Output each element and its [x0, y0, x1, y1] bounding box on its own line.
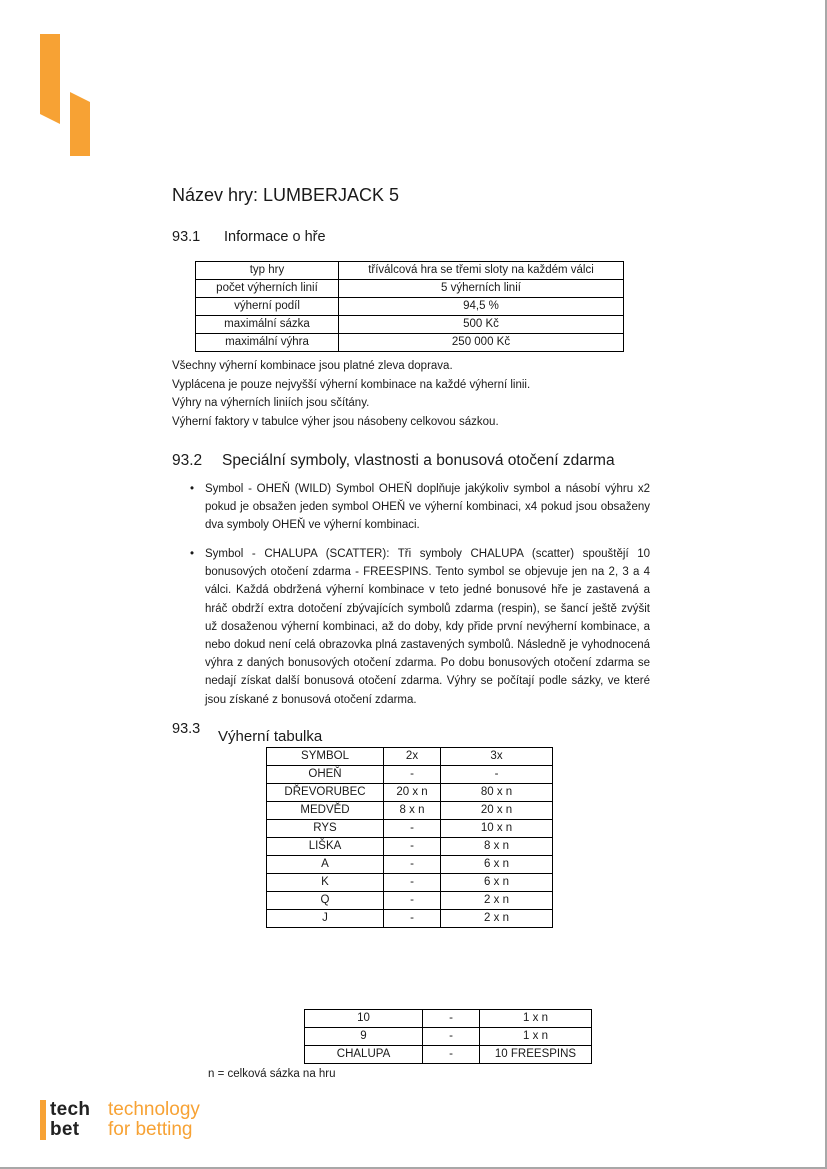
list-item [190, 545, 650, 709]
bullet-icon: • [190, 548, 195, 560]
symbol-cell: A [267, 856, 384, 874]
column-header: 2x [384, 748, 441, 766]
info-label: maximální sázka [196, 316, 339, 334]
payout-3x-cell: 10 x n [441, 820, 553, 838]
payout-3x-cell: 20 x n [441, 802, 553, 820]
payout-2x-cell: - [384, 856, 441, 874]
rules-notes [172, 357, 530, 431]
table-row [196, 280, 624, 298]
symbol-cell: J [267, 910, 384, 928]
payout-2x-cell: - [384, 766, 441, 784]
payout-2x-cell: - [423, 1028, 480, 1046]
payout-3x-cell: 6 x n [441, 856, 553, 874]
brand-tagline-1: technology [108, 1099, 200, 1120]
section-heading-93-2 [172, 452, 615, 470]
brand-word-tech: tech [50, 1099, 91, 1120]
payout-3x-cell: 1 x n [480, 1028, 592, 1046]
info-value: tříválcová hra se třemi sloty na každém válci [339, 262, 624, 280]
table-row [196, 334, 624, 352]
column-header: SYMBOL [267, 748, 384, 766]
section-title: Speciální symboly, vlastnosti a bonusová otočení zdarma [222, 452, 615, 469]
paytable-footnote: n = celková sázka na hru [208, 1068, 336, 1080]
section-number: 93.2 [172, 452, 203, 469]
section-title-93-3: Výherní tabulka [218, 728, 323, 745]
payout-2x-cell: - [423, 1046, 480, 1064]
info-value: 250 000 Kč [339, 334, 624, 352]
table-row [267, 838, 553, 856]
table-row [196, 262, 624, 280]
symbol-cell: K [267, 874, 384, 892]
section-title: Informace o hře [224, 229, 326, 245]
table-row [267, 910, 553, 928]
payout-3x-cell: 2 x n [441, 892, 553, 910]
info-value: 94,5 % [339, 298, 624, 316]
bullet-scatter [190, 545, 650, 709]
table-row [267, 856, 553, 874]
payout-3x-cell: - [441, 766, 553, 784]
table-row [196, 298, 624, 316]
game-info-table [195, 261, 624, 352]
payout-2x-cell: 20 x n [384, 784, 441, 802]
brand-bar-icon [40, 1100, 46, 1140]
table-row [267, 820, 553, 838]
info-value: 5 výherních linií [339, 280, 624, 298]
symbol-cell: RYS [267, 820, 384, 838]
table-row [196, 316, 624, 334]
payout-3x-cell: 1 x n [480, 1010, 592, 1028]
symbol-cell: DŘEVORUBEC [267, 784, 384, 802]
payout-2x-cell: - [384, 820, 441, 838]
symbol-cell: 9 [305, 1028, 423, 1046]
info-label: výherní podíl [196, 298, 339, 316]
table-header-row [267, 748, 553, 766]
payout-3x-cell: 6 x n [441, 874, 553, 892]
list-item [190, 480, 650, 535]
bullet-text: Symbol - CHALUPA (SCATTER): Tři symboly CHALUPA (scatter) spouštějí 10 bonusových otočení zdarma - FREESPINS. Tento symbol se objevuje jen na 2, 3 a 4 válci. Každá obdržená výherní kombinace v teto jedné bonusové hře je zastavená a hráč obdrží extra dotočení zbývajících symbolů zdarma (respin), se šancí ještě zvýšit už dosaženou výherní kombinaci, až do doby, kdy přide první nevýherní kombinace, a nebo dokud není celá obrazovka plná zastavených symbolů. Následně je vyhodnocená výhra z daných bonusových otočení zdarma. Po dobu bonusových otočení zdarma se nedají získat další bonusová otočení zdarma. Výhry se počítají podle sázky, ve které jsou získané z bonusová otočení zdarma. [205, 548, 650, 706]
note-line: Vyplácena je pouze nejvyšší výherní kombinace na každé výherní linii. [172, 378, 531, 391]
techbet-mark-icon [40, 34, 92, 156]
section-number-93-3: 93.3 [172, 721, 201, 737]
payout-2x-cell: - [384, 910, 441, 928]
symbol-cell: 10 [305, 1010, 423, 1028]
paytable [266, 747, 553, 928]
bullet-wild [190, 480, 650, 535]
table-row [267, 874, 553, 892]
payout-2x-cell: - [384, 892, 441, 910]
info-value: 500 Kč [339, 316, 624, 334]
section-heading-93-1 [172, 229, 326, 245]
payout-3x-cell: 8 x n [441, 838, 553, 856]
table-row [305, 1046, 592, 1064]
symbol-cell: LIŠKA [267, 838, 384, 856]
bullet-icon: • [190, 483, 195, 495]
payout-3x-cell: 10 FREESPINS [480, 1046, 592, 1064]
table-row [267, 766, 553, 784]
table-row [305, 1010, 592, 1028]
table-row [305, 1028, 592, 1046]
symbol-cell: OHEŇ [267, 766, 384, 784]
symbol-cell: Q [267, 892, 384, 910]
brand-tagline-2: for betting [108, 1119, 193, 1140]
paytable-continued [304, 1009, 592, 1064]
info-label: typ hry [196, 262, 339, 280]
column-header: 3x [441, 748, 553, 766]
bullet-text: Symbol - OHEŇ (WILD) Symbol OHEŇ doplňuje jakýkoliv symbol a násobí výhru x2 pokud je obsažen jeden symbol OHEŇ ve výherní kombinaci, x4 pokud jsou obsaženy dva symboly OHEŇ ve výherní kombinaci. [205, 483, 650, 532]
info-label: počet výherních linií [196, 280, 339, 298]
payout-3x-cell: 2 x n [441, 910, 553, 928]
document-title: Název hry: LUMBERJACK 5 [172, 185, 400, 205]
table-row [267, 802, 553, 820]
brand-word-bet: bet [50, 1119, 80, 1140]
table-row [267, 892, 553, 910]
payout-2x-cell: 8 x n [384, 802, 441, 820]
payout-2x-cell: - [384, 874, 441, 892]
note-line: Výherní faktory v tabulce výher jsou násobeny celkovou sázkou. [172, 415, 499, 428]
payout-2x-cell: - [384, 838, 441, 856]
note-line: Výhry na výherních liniích jsou sčítány. [172, 397, 370, 409]
table-row [267, 784, 553, 802]
section-number: 93.1 [172, 229, 201, 245]
payout-2x-cell: - [423, 1010, 480, 1028]
techbet-logo [40, 1100, 240, 1144]
symbol-cell: CHALUPA [305, 1046, 423, 1064]
note-line: Všechny výherní kombinace jsou platné zleva doprava. [172, 360, 453, 372]
info-label: maximální výhra [196, 334, 339, 352]
symbol-cell: MEDVĚD [267, 802, 384, 820]
payout-3x-cell: 80 x n [441, 784, 553, 802]
